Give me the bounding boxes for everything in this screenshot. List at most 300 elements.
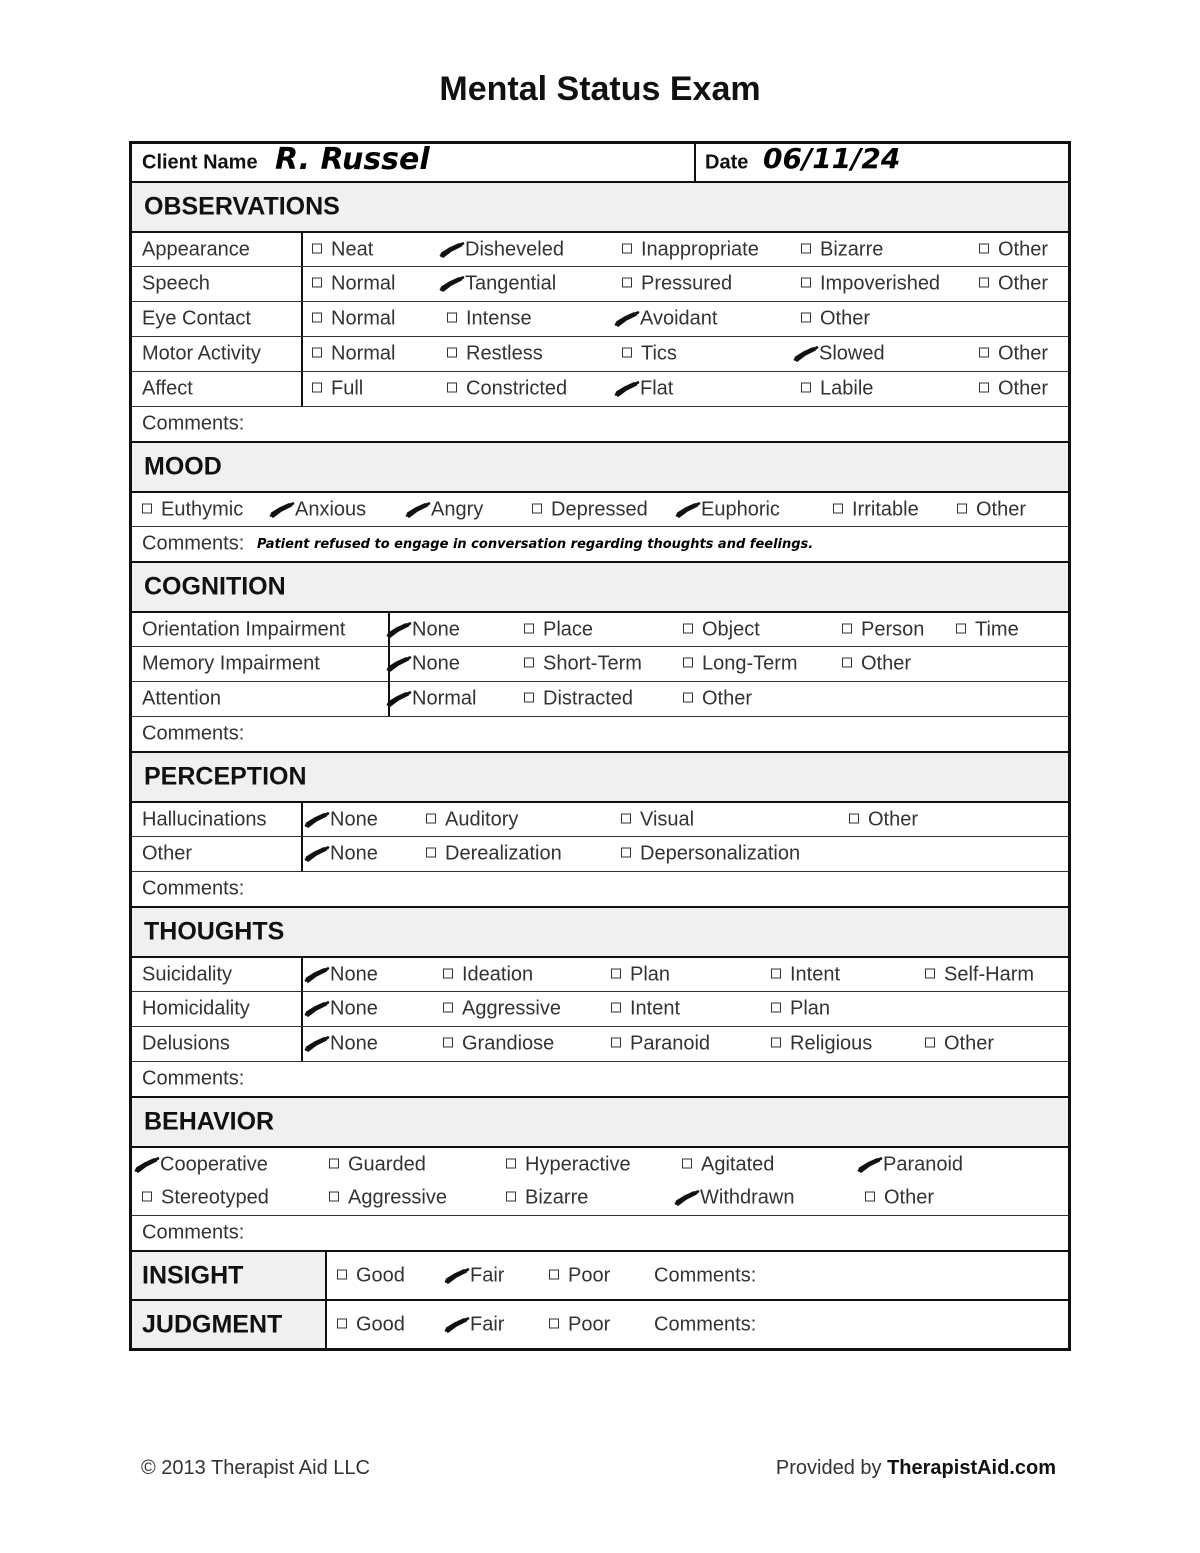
option-label: Angry [431, 498, 484, 520]
checkbox[interactable] [611, 968, 621, 978]
form-row [132, 836, 1068, 871]
checkbox[interactable] [621, 848, 631, 858]
form-row [132, 526, 1068, 561]
check-mark-icon [857, 1155, 883, 1173]
divider [301, 1027, 303, 1061]
row-label: Memory Impairment [142, 652, 320, 675]
checkbox[interactable] [833, 503, 843, 513]
section-heading: JUDGMENT [142, 1310, 283, 1338]
check-mark-icon [386, 655, 412, 673]
checkbox[interactable] [621, 813, 631, 823]
row-label: Other [142, 842, 193, 865]
option-normal[interactable] [312, 308, 395, 331]
option-plan[interactable] [771, 998, 830, 1021]
option-stereotyped[interactable] [142, 1187, 269, 1210]
form-row [132, 801, 1068, 836]
row-label: Affect [142, 377, 193, 400]
option-ideation[interactable] [443, 963, 533, 986]
checkbox[interactable] [979, 243, 989, 253]
check-mark-icon [444, 1266, 470, 1284]
checkbox[interactable] [443, 1038, 453, 1048]
option-normal[interactable] [312, 273, 395, 296]
divider [301, 337, 303, 371]
option-label: Plan [630, 963, 671, 985]
divider [301, 233, 303, 266]
option-label: Other [884, 1186, 935, 1209]
option-label: Cooperative [160, 1153, 268, 1175]
option-label: Full [331, 377, 364, 400]
option-object[interactable] [683, 618, 760, 641]
option-labile[interactable] [801, 378, 873, 401]
checkbox[interactable] [329, 1192, 339, 1202]
form-row [132, 1061, 1068, 1096]
checkbox[interactable] [683, 658, 693, 668]
section-heading: OBSERVATIONS [144, 192, 340, 221]
checkbox[interactable] [426, 813, 436, 823]
option-pressured[interactable] [622, 273, 732, 296]
option-angry[interactable] [413, 498, 483, 521]
option-label: Distracted [543, 687, 634, 710]
option-label: Intent [630, 997, 681, 1020]
checkbox[interactable] [532, 503, 542, 513]
row-label: Eye Contact [142, 307, 251, 330]
divider [301, 992, 303, 1026]
checkbox[interactable] [682, 1158, 692, 1168]
divider [694, 144, 696, 181]
option-label: Restless [466, 342, 543, 365]
option-religious[interactable] [771, 1033, 872, 1056]
option-depersonalization[interactable] [621, 843, 800, 866]
option-label: None [330, 1032, 378, 1055]
option-other[interactable] [801, 308, 870, 331]
option-label: Hyperactive [525, 1153, 631, 1175]
option-other[interactable] [979, 238, 1048, 261]
option-cooperative[interactable] [142, 1153, 268, 1176]
row-label: Appearance [142, 238, 250, 260]
check-mark-icon [793, 345, 819, 363]
option-label: Aggressive [348, 1186, 447, 1209]
section-heading: THOUGHTS [144, 917, 285, 946]
option-label: Slowed [819, 342, 885, 365]
option-aggressive[interactable] [443, 998, 561, 1021]
divider [301, 267, 303, 301]
option-label: Time [975, 618, 1019, 640]
option-label: Other [998, 272, 1049, 295]
form-row [132, 144, 1068, 181]
checkbox[interactable] [447, 348, 457, 358]
page-title: Mental Status Exam [439, 70, 761, 108]
divider [325, 1301, 327, 1348]
checkbox[interactable] [312, 243, 322, 253]
option-label: Other [861, 652, 912, 675]
option-self-harm[interactable] [925, 963, 1034, 986]
option-other[interactable] [979, 378, 1048, 401]
form-row [132, 406, 1068, 441]
checkbox[interactable] [142, 503, 152, 513]
checkbox[interactable] [524, 693, 534, 703]
option-visual[interactable] [621, 808, 694, 831]
form-row [132, 266, 1068, 301]
option-other[interactable] [683, 688, 752, 711]
option-none[interactable] [394, 618, 460, 641]
check-mark-icon [614, 310, 640, 328]
check-mark-icon [614, 380, 640, 398]
option-label: Paranoid [883, 1153, 964, 1175]
row-label: Hallucinations [142, 808, 267, 830]
option-label: Other [998, 342, 1049, 365]
client-name-value[interactable]: R. Russel [275, 142, 430, 177]
checkbox[interactable] [611, 1003, 621, 1013]
form-row [132, 371, 1068, 406]
comments-label: Comments: [142, 532, 245, 555]
checkbox[interactable] [611, 1038, 621, 1048]
row-label: Delusions [142, 1032, 230, 1055]
checkbox[interactable] [842, 658, 852, 668]
option-label: Guarded [348, 1153, 426, 1175]
checkbox[interactable] [956, 623, 966, 633]
option-constricted[interactable] [447, 378, 567, 401]
option-fair[interactable] [452, 1264, 504, 1287]
form-row [132, 716, 1068, 751]
section-heading: BEHAVIOR [144, 1107, 275, 1136]
divider [301, 372, 303, 406]
checkbox[interactable] [312, 313, 322, 323]
checkbox[interactable] [524, 623, 534, 633]
option-label: Irritable [852, 498, 919, 520]
option-time[interactable] [956, 618, 1019, 641]
option-label: Euphoric [701, 498, 780, 520]
provided-by [776, 1457, 1056, 1480]
option-other[interactable] [842, 653, 911, 676]
checkbox[interactable] [849, 813, 859, 823]
checkbox[interactable] [312, 348, 322, 358]
option-poor[interactable] [549, 1264, 610, 1287]
option-label: None [412, 618, 460, 640]
checkbox[interactable] [312, 278, 322, 288]
option-label: Intense [466, 307, 532, 330]
section-heading: INSIGHT [142, 1261, 244, 1289]
option-normal[interactable] [312, 343, 395, 366]
option-label: Normal [331, 342, 396, 365]
option-label: Normal [412, 687, 477, 710]
divider [301, 803, 303, 836]
check-mark-icon [674, 1189, 700, 1207]
check-mark-icon [304, 810, 330, 828]
date-label: Date [705, 151, 749, 173]
option-impoverished[interactable] [801, 273, 940, 296]
checkbox[interactable] [801, 278, 811, 288]
form-row [132, 646, 1068, 681]
option-derealization[interactable] [426, 843, 562, 866]
option-label: Avoidant [640, 307, 718, 330]
form-row [132, 491, 1068, 526]
checkbox[interactable] [622, 243, 632, 253]
option-label: Other [998, 238, 1049, 260]
checkbox[interactable] [925, 968, 935, 978]
option-good[interactable] [337, 1313, 405, 1336]
option-withdrawn[interactable] [682, 1187, 794, 1210]
checkbox[interactable] [426, 848, 436, 858]
checkbox[interactable] [979, 348, 989, 358]
option-other[interactable] [979, 343, 1048, 366]
option-disheveled[interactable] [447, 238, 564, 261]
option-label: Long-Term [702, 652, 798, 675]
section-thoughts [132, 906, 1068, 956]
checkbox[interactable] [337, 1269, 347, 1279]
divider [301, 837, 303, 871]
option-other[interactable] [925, 1033, 994, 1056]
checkbox[interactable] [622, 348, 632, 358]
form-row [132, 1026, 1068, 1061]
site-name: TherapistAid.com [887, 1457, 1056, 1479]
option-label: Paranoid [630, 1032, 711, 1055]
comments-label: Comments: [142, 722, 245, 745]
option-euthymic[interactable] [142, 498, 243, 521]
option-label: Place [543, 618, 594, 640]
row-label: Orientation Impairment [142, 618, 346, 640]
option-slowed[interactable] [801, 343, 885, 366]
comments-label: Comments: [142, 1221, 245, 1244]
option-label: Good [356, 1313, 405, 1335]
checkbox[interactable] [683, 623, 693, 633]
checkbox[interactable] [443, 968, 453, 978]
form-row [132, 991, 1068, 1026]
option-label: Tangential [465, 272, 557, 295]
option-label: Depressed [551, 498, 648, 520]
check-mark-icon [386, 620, 412, 638]
form-row [132, 1299, 1068, 1348]
checkbox[interactable] [683, 693, 693, 703]
checkbox[interactable] [979, 383, 989, 393]
check-mark-icon [405, 500, 431, 518]
option-normal[interactable] [394, 688, 476, 711]
form-row [132, 1146, 1068, 1181]
date-value[interactable]: 06/11/24 [763, 142, 901, 175]
section-perception [132, 751, 1068, 801]
option-label: Other [702, 687, 753, 710]
option-person[interactable] [842, 618, 924, 641]
row-label: Homicidality [142, 997, 250, 1020]
section-cognition [132, 561, 1068, 611]
checkbox[interactable] [312, 383, 322, 393]
check-mark-icon [304, 1000, 330, 1018]
option-tics[interactable] [622, 343, 677, 366]
checkbox[interactable] [506, 1192, 516, 1202]
checkbox[interactable] [801, 383, 811, 393]
option-euphoric[interactable] [683, 498, 780, 521]
checkbox[interactable] [801, 313, 811, 323]
option-intent[interactable] [771, 963, 840, 986]
checkbox[interactable] [925, 1038, 935, 1048]
checkbox[interactable] [447, 313, 457, 323]
comments-label: Comments: [654, 1264, 757, 1286]
option-label: Bizarre [525, 1186, 589, 1209]
option-auditory[interactable] [426, 808, 518, 831]
option-place[interactable] [524, 618, 593, 641]
checkbox[interactable] [801, 243, 811, 253]
option-label: Other [820, 307, 871, 330]
checkbox[interactable] [979, 278, 989, 288]
option-other[interactable] [957, 498, 1026, 521]
option-label: None [330, 842, 378, 865]
option-label: Bizarre [820, 238, 884, 260]
checkbox[interactable] [549, 1269, 559, 1279]
check-mark-icon [304, 965, 330, 983]
check-mark-icon [675, 500, 701, 518]
option-label: Inappropriate [641, 238, 759, 260]
option-aggressive[interactable] [329, 1187, 447, 1210]
checkbox[interactable] [524, 658, 534, 668]
section-heading: PERCEPTION [144, 762, 307, 791]
option-label: Intent [790, 963, 841, 985]
option-intent[interactable] [611, 998, 680, 1021]
option-label: None [330, 997, 378, 1020]
option-other[interactable] [849, 808, 918, 831]
check-mark-icon [386, 690, 412, 708]
comments-label: Comments: [142, 412, 245, 435]
option-label: Agitated [701, 1153, 775, 1175]
option-label: Grandiose [462, 1032, 555, 1055]
checkbox[interactable] [142, 1192, 152, 1202]
check-mark-icon [439, 275, 465, 293]
option-label: Self-Harm [944, 963, 1035, 985]
option-label: Fair [470, 1264, 505, 1286]
checkbox[interactable] [443, 1003, 453, 1013]
option-good[interactable] [337, 1264, 405, 1287]
option-label: Tics [641, 342, 677, 365]
option-agitated[interactable] [682, 1153, 774, 1176]
option-label: Good [356, 1264, 405, 1286]
option-other[interactable] [979, 273, 1048, 296]
client-name-label: Client Name [142, 151, 258, 173]
option-long-term[interactable] [683, 653, 798, 676]
option-none[interactable] [394, 653, 460, 676]
mse-form [129, 141, 1071, 1351]
option-label: Withdrawn [700, 1186, 795, 1209]
form-row [132, 1181, 1068, 1215]
checkbox[interactable] [771, 1003, 781, 1013]
option-label: Visual [640, 808, 695, 830]
option-inappropriate[interactable] [622, 238, 759, 261]
section-behavior [132, 1096, 1068, 1146]
option-label: Normal [331, 272, 396, 295]
option-none[interactable] [312, 1033, 378, 1056]
row-label: Motor Activity [142, 342, 261, 365]
form-row [132, 871, 1068, 906]
option-other[interactable] [865, 1187, 934, 1210]
option-poor[interactable] [549, 1313, 610, 1336]
option-bizarre[interactable] [801, 238, 883, 261]
copyright: © 2013 Therapist Aid LLC [141, 1457, 370, 1479]
option-grandiose[interactable] [443, 1033, 554, 1056]
option-label: Stereotyped [161, 1186, 269, 1209]
option-irritable[interactable] [833, 498, 919, 521]
option-label: Other [944, 1032, 995, 1055]
option-none[interactable] [312, 808, 378, 831]
checkbox[interactable] [506, 1158, 516, 1168]
option-plan[interactable] [611, 963, 670, 986]
option-flat[interactable] [622, 378, 673, 401]
section-heading: COGNITION [144, 572, 286, 601]
option-label: Other [998, 377, 1049, 400]
option-none[interactable] [312, 998, 378, 1021]
checkbox[interactable] [865, 1192, 875, 1202]
checkbox[interactable] [329, 1158, 339, 1168]
option-label: Other [868, 808, 919, 830]
option-label: Derealization [445, 842, 562, 865]
option-label: Flat [640, 377, 674, 400]
row-label: Suicidality [142, 963, 233, 985]
option-label: Anxious [295, 498, 367, 520]
form-row [132, 956, 1068, 991]
option-label: Labile [820, 377, 874, 400]
option-anxious[interactable] [277, 498, 366, 521]
option-label: Poor [568, 1264, 611, 1286]
divider [301, 958, 303, 991]
option-paranoid[interactable] [611, 1033, 710, 1056]
checkbox[interactable] [771, 968, 781, 978]
check-mark-icon [304, 1035, 330, 1053]
row-label: Speech [142, 272, 210, 295]
check-mark-icon [304, 845, 330, 863]
checkbox[interactable] [842, 623, 852, 633]
option-intense[interactable] [447, 308, 532, 331]
divider [325, 1252, 327, 1299]
checkbox[interactable] [447, 383, 457, 393]
option-none[interactable] [312, 843, 378, 866]
form-row [132, 1250, 1068, 1299]
option-label: Poor [568, 1313, 611, 1335]
provided-by-label: Provided by [775, 1457, 882, 1479]
option-label: Neat [331, 238, 374, 260]
option-hyperactive[interactable] [506, 1153, 631, 1176]
form-row [132, 231, 1068, 266]
option-label: Short-Term [543, 652, 642, 675]
option-label: Ideation [462, 963, 534, 985]
option-paranoid[interactable] [865, 1153, 963, 1176]
option-guarded[interactable] [329, 1153, 426, 1176]
checkbox[interactable] [957, 503, 967, 513]
check-mark-icon [134, 1155, 160, 1173]
form-row [132, 681, 1068, 716]
option-label: Fair [470, 1313, 505, 1335]
check-mark-icon [439, 240, 465, 258]
checkbox[interactable] [771, 1038, 781, 1048]
form-row [132, 336, 1068, 371]
option-tangential[interactable] [447, 273, 556, 296]
option-distracted[interactable] [524, 688, 633, 711]
option-avoidant[interactable] [622, 308, 717, 331]
option-label: Other [976, 498, 1027, 520]
option-fair[interactable] [452, 1313, 504, 1336]
option-restless[interactable] [447, 343, 543, 366]
option-bizarre[interactable] [506, 1187, 588, 1210]
option-none[interactable] [312, 963, 378, 986]
checkbox[interactable] [622, 278, 632, 288]
comments-label: Comments: [142, 877, 245, 900]
comments-label: Comments: [654, 1313, 757, 1335]
comments-label: Comments: [142, 1067, 245, 1090]
option-full[interactable] [312, 378, 363, 401]
option-label: Aggressive [462, 997, 561, 1020]
option-neat[interactable] [312, 238, 373, 261]
option-depressed[interactable] [532, 498, 648, 521]
checkbox[interactable] [337, 1318, 347, 1328]
checkbox[interactable] [549, 1318, 559, 1328]
check-mark-icon [444, 1315, 470, 1333]
option-short-term[interactable] [524, 653, 642, 676]
comments-value[interactable]: Patient refused to engage in conversation regarding thoughts and feelings. [257, 537, 814, 552]
